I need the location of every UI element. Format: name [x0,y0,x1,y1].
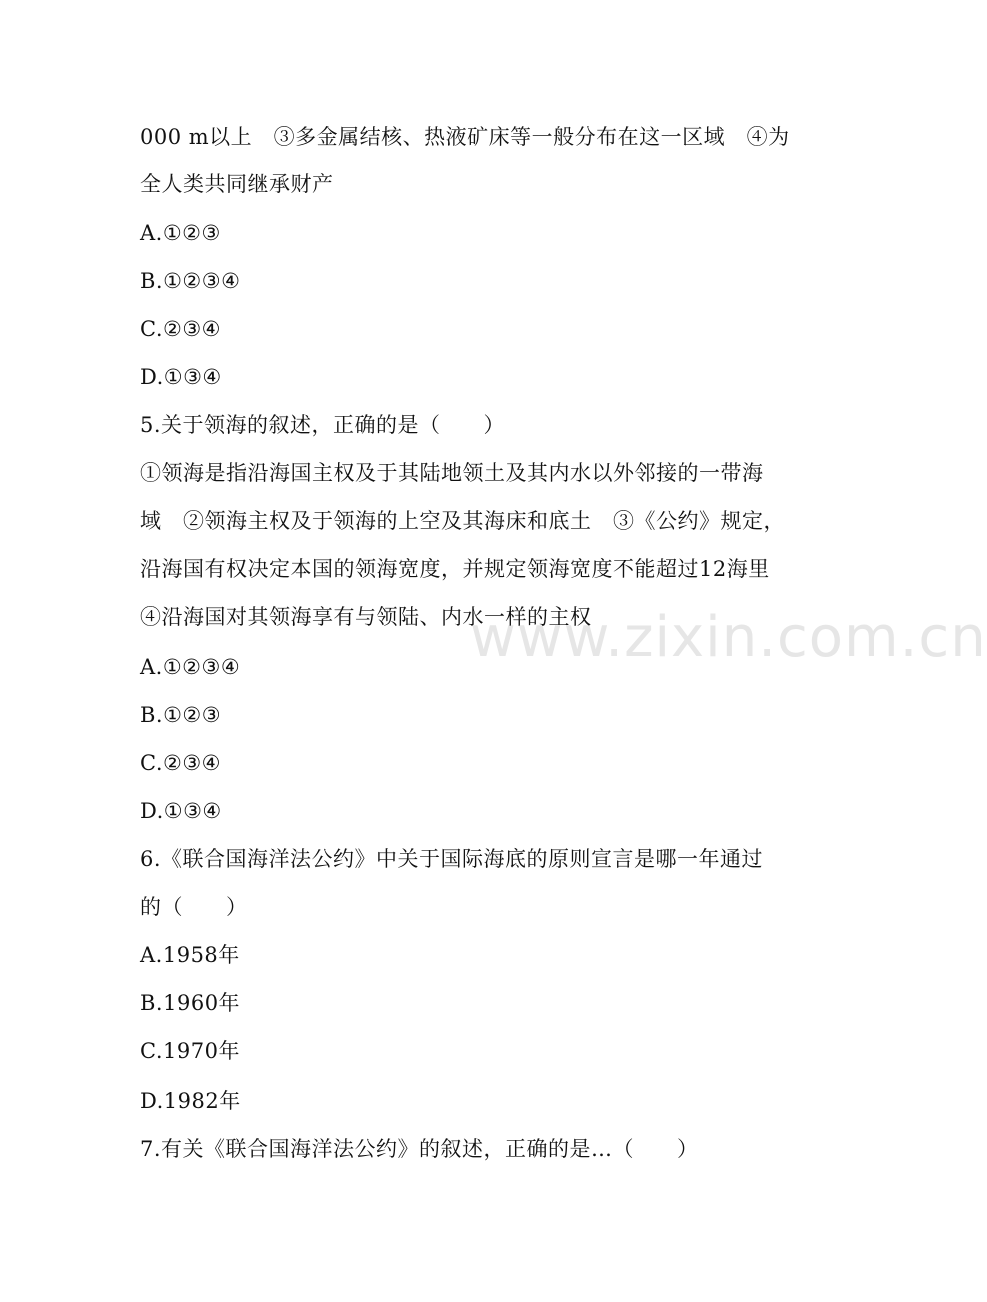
option-line: A.①②③ [140,221,221,245]
text-line: ④沿海国对其领海享有与领陆、内水一样的主权 [140,605,592,629]
option-line: D.1982年 [140,1089,241,1113]
watermark: www.zixin.com.cn [470,605,987,670]
option-line: D.①③④ [140,365,222,389]
text-line: ①领海是指沿海国主权及于其陆地领土及其内水以外邻接的一带海 [140,461,764,485]
question-7: 7.有关《联合国海洋法公约》的叙述，正确的是…（ ） [140,1137,699,1161]
question-5: 5.关于领海的叙述，正确的是（ ） [140,413,506,437]
option-line: D.①③④ [140,799,222,823]
option-line: C.②③④ [140,751,221,775]
text-line: 的（ ） [140,895,248,919]
text-line: 域 ②领海主权及于领海的上空及其海床和底土 ③《公约》规定， [140,509,785,533]
text-line: 全人类共同继承财产 [140,172,334,196]
question-6: 6.《联合国海洋法公约》中关于国际海底的原则宣言是哪一年通过 [140,847,764,871]
text-line: 沿海国有权决定本国的领海宽度，并规定领海宽度不能超过12海里 [140,557,770,581]
option-line: C.1970年 [140,1039,240,1063]
text-line: 000 m以上 ③多金属结核、热液矿床等一般分布在这一区域 ④为 [140,125,790,149]
option-line: C.②③④ [140,317,221,341]
option-line: A.①②③④ [140,655,241,679]
option-line: A.1958年 [140,943,240,967]
option-line: B.①②③④ [140,269,241,293]
option-line: B.1960年 [140,991,241,1015]
option-line: B.①②③ [140,703,222,727]
